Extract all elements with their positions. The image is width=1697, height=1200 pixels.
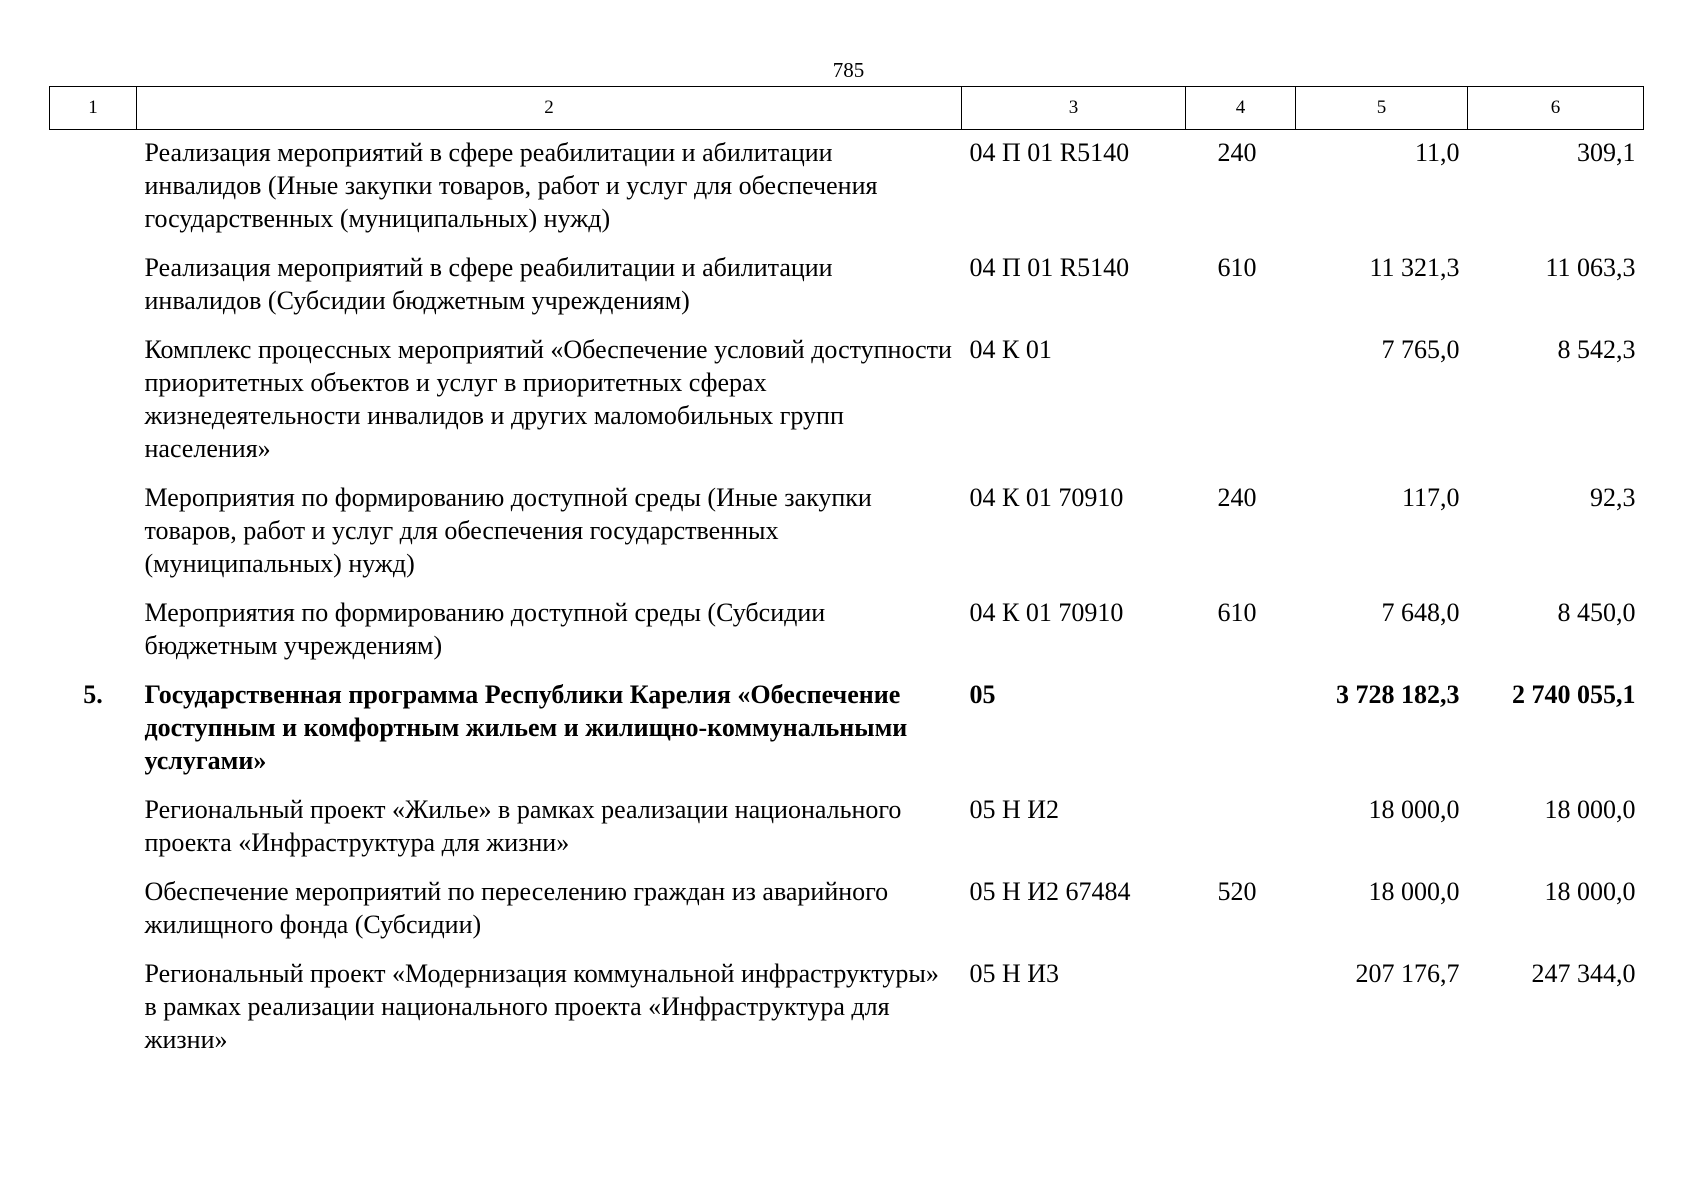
row-number [50, 590, 137, 672]
table-row-program [50, 672, 1644, 787]
amount-year-2: 11 063,3 [1545, 253, 1636, 282]
expense-type-code: 610 [1217, 598, 1257, 627]
amount-year-2: 18 000,0 [1544, 877, 1636, 906]
expense-type-code: 240 [1217, 483, 1257, 512]
item-name: Обеспечение мероприятий по переселению граждан из аварийного жилищного фонда (Субсидии) [144, 877, 889, 939]
item-name: Мероприятия по формированию доступной среды (Субсидии бюджетным учреждениям) [144, 598, 826, 660]
amount-year-1: 18 000,0 [1368, 877, 1460, 906]
target-article-code: 04 К 01 [969, 335, 1052, 364]
target-article-code: 04 П 01 R5140 [969, 253, 1130, 282]
expense-type-code [1186, 672, 1296, 787]
target-article-code: 05 Н И2 67484 [969, 877, 1131, 906]
expense-type-code [1186, 787, 1296, 869]
table-row [50, 951, 1644, 1066]
amount-year-1: 11,0 [1414, 138, 1460, 167]
target-article-code: 04 П 01 R5140 [969, 138, 1130, 167]
target-article-code: 05 Н И3 [969, 959, 1060, 988]
column-header-6: 6 [1468, 87, 1644, 130]
target-article-code: 05 [969, 680, 996, 709]
amount-year-2: 309,1 [1577, 138, 1636, 167]
amount-year-1: 7 765,0 [1381, 335, 1460, 364]
expense-type-code [1186, 951, 1296, 1066]
page-number: 785 [832, 58, 865, 82]
amount-year-1: 117,0 [1401, 483, 1460, 512]
table-row [50, 590, 1644, 672]
amount-year-2: 8 450,0 [1557, 598, 1636, 627]
amount-year-2: 18 000,0 [1544, 795, 1636, 824]
item-name: Региональный проект «Модернизация коммунальной инфраструктуры» в рамках реализации национального проекта «Инфраструктура для жизни» [144, 959, 939, 1054]
amount-year-2: 8 542,3 [1557, 335, 1636, 364]
table-row [50, 869, 1644, 951]
amount-year-2: 92,3 [1590, 483, 1636, 512]
table-row [50, 130, 1644, 246]
amount-year-1: 18 000,0 [1368, 795, 1460, 824]
table-row [50, 475, 1644, 590]
target-article-code: 04 К 01 70910 [969, 598, 1124, 627]
row-number [50, 951, 137, 1066]
item-name: Реализация мероприятий в сфере реабилитации и абилитации инвалидов (Субсидии бюджетным учреждениям) [144, 253, 833, 315]
target-article-code: 05 Н И2 [969, 795, 1060, 824]
column-number-header-row [50, 87, 1644, 130]
amount-year-1: 3 728 182,3 [1336, 680, 1460, 709]
row-number [50, 327, 137, 475]
expense-type-code: 520 [1217, 877, 1257, 906]
row-number [50, 475, 137, 590]
target-article-code: 04 К 01 70910 [969, 483, 1124, 512]
column-header-1: 1 [50, 87, 137, 130]
row-number [50, 787, 137, 869]
amount-year-1: 7 648,0 [1381, 598, 1460, 627]
column-header-4: 4 [1186, 87, 1296, 130]
expense-type-code: 610 [1217, 253, 1257, 282]
table-row [50, 245, 1644, 327]
column-header-5: 5 [1296, 87, 1468, 130]
amount-year-1: 11 321,3 [1369, 253, 1460, 282]
row-number: 5. [83, 680, 103, 709]
expense-type-code: 240 [1217, 138, 1257, 167]
row-number [50, 869, 137, 951]
item-name: Государственная программа Республики Карелия «Обеспечение доступным и комфортным жильем и жилищно-коммунальными услугами» [144, 680, 908, 775]
item-name: Региональный проект «Жилье» в рамках реализации национального проекта «Инфраструктура для жизни» [144, 795, 902, 857]
expense-type-code [1186, 327, 1296, 475]
budget-table [49, 86, 1644, 1066]
item-name: Мероприятия по формированию доступной среды (Иные закупки товаров, работ и услуг для обеспечения государственных (муниципальных) нужд) [144, 483, 872, 578]
amount-year-2: 2 740 055,1 [1512, 680, 1636, 709]
item-name: Реализация мероприятий в сфере реабилитации и абилитации инвалидов (Иные закупки товаров, работ и услуг для обеспечения государственных (муниципальных) нужд) [144, 138, 878, 233]
row-number [50, 130, 137, 246]
table-row [50, 787, 1644, 869]
column-header-3: 3 [962, 87, 1186, 130]
table-row [50, 327, 1644, 475]
amount-year-1: 207 176,7 [1355, 959, 1460, 988]
row-number [50, 245, 137, 327]
amount-year-2: 247 344,0 [1531, 959, 1636, 988]
item-name: Комплекс процессных мероприятий «Обеспечение условий доступности приоритетных объектов и услуг в приоритетных сферах жизнедеятельности инвалидов и других маломобильных групп населения» [144, 335, 952, 463]
column-header-2: 2 [137, 87, 962, 130]
